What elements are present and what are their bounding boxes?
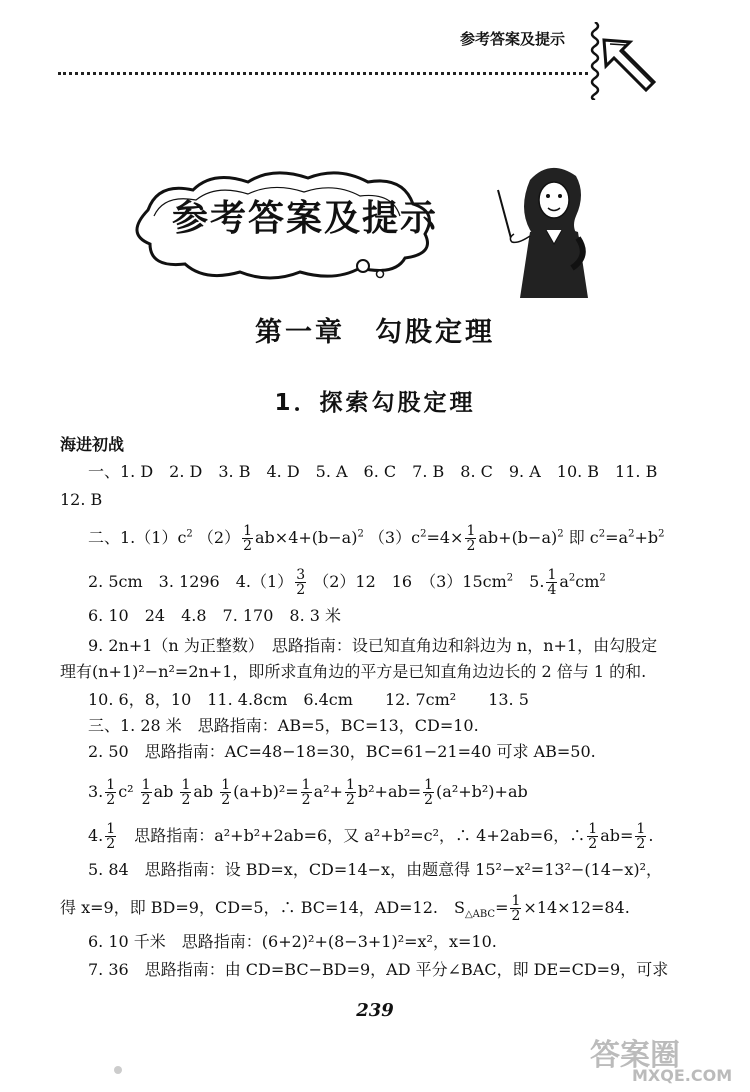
fraction: $\frac{1}{2}$ (424, 777, 434, 808)
answer-line: 3. $\frac{1}{2}$ c² $\frac{1}{2}$ ab $\frac{1}{2}$ ab $\frac{1}{2}$ (a+b)²= $\frac{1}{2}$ a²+ $\frac{1}{2}$ b²+ab= $\frac{1}{2}$ (a²+b²)+ab (88, 777, 528, 808)
answer-line: 得 x=9，即 BD=9，CD=5，∴ BC=14，AD=12. $S_{\triangle ABC}=$ $\frac{1}{2}$ ×14×12=84. (60, 893, 630, 924)
arrow-icon (600, 36, 660, 92)
answer-line: 5. 84 思路指南：设 BD=x，CD=14−x，由题意得 15²−x²=13²−(14−x)²， (88, 860, 663, 879)
watermark-logo: 答案圈 (590, 1038, 680, 1073)
fraction: $\frac{1}{4}$ (547, 567, 557, 598)
answer-line: 一、1. D 2. D 3. B 4. D 5. A 6. C 7. B 8. C 9. A 10. B 11. B (88, 462, 658, 481)
fraction: $\frac{1}{2}$ (345, 777, 355, 808)
answer-line: 9. 2n+1（n 为正整数） 思路指南：设已知直角边和斜边为 n，n+1，由勾股定 (88, 636, 658, 655)
watermark-url: MXQE.COM (632, 1066, 733, 1085)
answer-line: 三、1. 28 米 思路指南：AB=5，BC=13，CD=10. (88, 716, 479, 735)
fraction: $\frac{1}{2}$ (466, 523, 476, 554)
answer-line: 4. $\frac{1}{2}$ 思路指南：a²+b²+2ab=6，又 a²+b²=c²，∴ 4+2ab=6，∴ $\frac{1}{2}$ ab= $\frac{1}{2}$ . (88, 821, 654, 852)
teacher-illustration (490, 160, 600, 300)
fraction: $\frac{1}{2}$ (221, 777, 231, 808)
scan-mark (110, 1060, 130, 1080)
chapter-title: 第一章 勾股定理 (255, 317, 495, 348)
header-dotted-rule (58, 72, 588, 75)
answer-line: 6. 10 24 4.8 7. 170 8. 3 米 (88, 606, 342, 625)
section-title: 1．探索勾股定理 (274, 390, 476, 416)
answer-line: 2. 5cm 3. 1296 4.（1） $\frac{3}{2}$ （2）12 16 $(3)15cm^2$ 5. $\frac{1}{4}$ $a^2cm^2$ (88, 567, 606, 598)
fraction: $\frac{1}{2}$ (301, 777, 311, 808)
answer-line: 二、$1.(1)c^2$ （2） $\frac{1}{2}$ $ab\times 4+(b-a)^2$ $(3)c^2=4\times$ $\frac{1}{2}$ $ab+(b-a)^2$ 即 $c^2=a^2+b^2$ (88, 523, 665, 554)
answer-line: 理有(n+1)²−n²=2n+1，即所求直角边的平方是已知直角边边长的 2 倍与 1 的和. (60, 662, 647, 681)
subsection-title: 海进初战 (60, 435, 125, 454)
fraction: $\frac{1}{2}$ (181, 777, 191, 808)
answer-line: 6. 10 千米 思路指南：(6+2)²+(8−3+1)²=x²，x=10. (88, 932, 497, 951)
fraction: $\frac{1}{2}$ (141, 777, 151, 808)
fraction: $\frac{1}{2}$ (588, 821, 598, 852)
fraction: $\frac{1}{2}$ (636, 821, 646, 852)
fraction: $\frac{1}{2}$ (106, 777, 116, 808)
fraction: $\frac{1}{2}$ (106, 821, 116, 852)
answer-line: 12. B (60, 490, 103, 509)
fraction: $\frac{1}{2}$ (511, 893, 521, 924)
answer-line: 2. 50 思路指南：AC=48−18=30，BC=61−21=40 可求 AB=50. (88, 742, 596, 761)
fraction: $\frac{1}{2}$ (243, 523, 252, 554)
banner-title: 参考答案及提示 (172, 198, 439, 239)
page-number: 239 (356, 1000, 394, 1021)
fraction: $\frac{3}{2}$ (296, 567, 306, 598)
running-header: 参考答案及提示 (460, 30, 566, 48)
answer-line: 10. 6，8，10 11. 4.8cm 6.4cm 12. 7cm² 13. 5 (88, 690, 529, 709)
answer-line: 7. 36 思路指南：由 CD=BC−BD=9，AD 平分∠BAC，即 DE=CD=9，可求 (88, 960, 669, 979)
